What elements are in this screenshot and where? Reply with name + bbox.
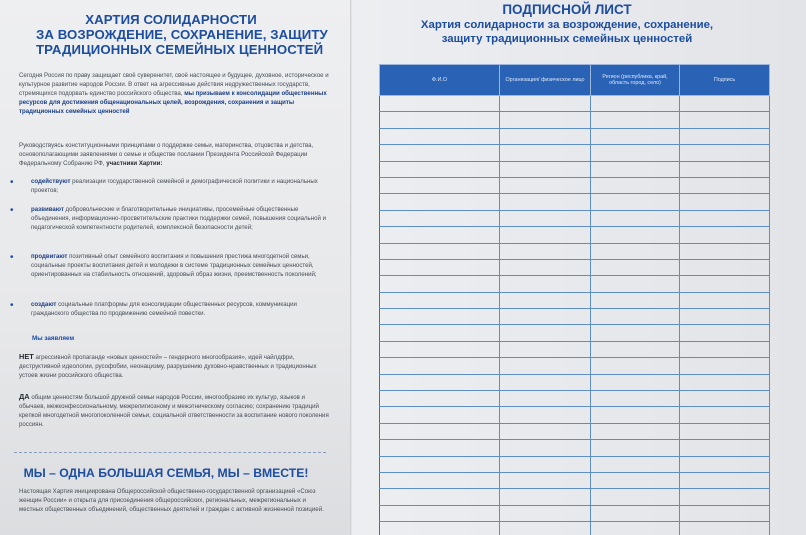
signature-cell[interactable] bbox=[680, 522, 770, 535]
table-row bbox=[380, 210, 770, 226]
name-cell[interactable] bbox=[380, 522, 500, 535]
region-cell[interactable] bbox=[591, 472, 680, 488]
signature-cell[interactable] bbox=[680, 177, 770, 193]
organization-cell[interactable] bbox=[500, 341, 591, 357]
bullet-item bbox=[31, 178, 327, 196]
name-cell[interactable] bbox=[380, 276, 500, 292]
signature-cell[interactable] bbox=[680, 194, 770, 210]
organization-cell[interactable] bbox=[500, 145, 591, 161]
table-row bbox=[380, 456, 770, 472]
signature-cell[interactable] bbox=[680, 276, 770, 292]
region-cell[interactable] bbox=[591, 391, 680, 407]
name-cell[interactable] bbox=[380, 358, 500, 374]
charter-title-line-3: ТРАДИЦИОННЫХ СЕМЕЙНЫХ ЦЕННОСТЕЙ bbox=[36, 42, 324, 57]
signature-cell[interactable] bbox=[680, 145, 770, 161]
bullet-text: позитивный опыт семейного воспитания и повышения престижа многодетной семьи, социальные проекты воспитания детей и молодежи в системе традиционных семейных ценностей, ориентированных на стабильность отношений, здоровый образ жизни, преемственность поколений; bbox=[31, 253, 317, 278]
name-cell[interactable] bbox=[380, 407, 500, 423]
table-row bbox=[380, 309, 770, 325]
yes-paragraph bbox=[19, 393, 329, 430]
region-cell[interactable] bbox=[591, 292, 680, 308]
table-row bbox=[380, 374, 770, 390]
guided-text: Руководствуясь конституционными принципами о поддержке семьи, материнства, отцовства и детства, основополагающими заявлениями о семье и обществе послании Президента Российской Федерации Федеральному Собранию РФ, bbox=[19, 142, 314, 167]
name-cell[interactable] bbox=[380, 177, 500, 193]
name-cell[interactable] bbox=[380, 456, 500, 472]
table-row bbox=[380, 522, 770, 535]
organization-cell[interactable] bbox=[500, 96, 591, 112]
name-cell[interactable] bbox=[380, 325, 500, 341]
name-cell[interactable] bbox=[380, 440, 500, 456]
region-cell[interactable] bbox=[591, 177, 680, 193]
organization-cell[interactable] bbox=[500, 128, 591, 144]
table-row bbox=[380, 292, 770, 308]
region-cell[interactable] bbox=[591, 309, 680, 325]
name-cell[interactable] bbox=[380, 309, 500, 325]
signature-cell[interactable] bbox=[680, 292, 770, 308]
region-cell[interactable] bbox=[591, 128, 680, 144]
divider bbox=[14, 452, 326, 453]
table-row bbox=[380, 227, 770, 243]
table-row bbox=[380, 259, 770, 275]
signature-cell[interactable] bbox=[680, 391, 770, 407]
declare-header: Мы заявляем bbox=[32, 335, 75, 342]
bullet-icon: • bbox=[10, 300, 14, 311]
column-header-name: Ф.И.О bbox=[380, 65, 500, 96]
region-cell[interactable] bbox=[591, 407, 680, 423]
table-row bbox=[380, 112, 770, 128]
table-row bbox=[380, 177, 770, 193]
region-cell[interactable] bbox=[591, 456, 680, 472]
name-cell[interactable] bbox=[380, 210, 500, 226]
signature-cell[interactable] bbox=[680, 325, 770, 341]
region-cell[interactable] bbox=[591, 145, 680, 161]
signature-cell[interactable] bbox=[680, 358, 770, 374]
table-row bbox=[380, 407, 770, 423]
organization-cell[interactable] bbox=[500, 161, 591, 177]
region-cell[interactable] bbox=[591, 341, 680, 357]
name-cell[interactable] bbox=[380, 374, 500, 390]
signature-sheet bbox=[352, 0, 806, 535]
name-cell[interactable] bbox=[380, 259, 500, 275]
footer-text: Настоящая Хартия инициирована Общероссийской общественно-государственной организацией «Союз женщин России» и открыта для присоединения общероссийских, региональных, межрегиональных и местных общественных объединений, общественных деятелей и граждан с активной жизненной позицией. bbox=[19, 488, 324, 513]
name-cell[interactable] bbox=[380, 243, 500, 259]
table-row bbox=[380, 341, 770, 357]
signature-cell[interactable] bbox=[680, 374, 770, 390]
organization-cell[interactable] bbox=[500, 292, 591, 308]
table-row bbox=[380, 128, 770, 144]
region-cell[interactable] bbox=[591, 489, 680, 505]
name-cell[interactable] bbox=[380, 227, 500, 243]
name-cell[interactable] bbox=[380, 96, 500, 112]
organization-cell[interactable] bbox=[500, 194, 591, 210]
intro-text: Сегодня Россия по праву защищает своё суверенитет, своё настоящее и будущее, духовное, историческое и культурное развитие народов России. В ответ на агрессивные действия недружественных государств, стремящихся подорвать единство российского общества, bbox=[19, 72, 329, 97]
bullet-icon: • bbox=[10, 252, 14, 263]
signature-cell[interactable] bbox=[680, 505, 770, 521]
region-cell[interactable] bbox=[591, 259, 680, 275]
signature-sheet-title: ПОДПИСНОЙ ЛИСТ bbox=[502, 2, 632, 17]
footer-paragraph bbox=[19, 488, 329, 515]
signature-sheet-subtitle-1: Хартия солидарности за возрождение, сохранение, bbox=[420, 19, 714, 31]
signature-cell[interactable] bbox=[680, 161, 770, 177]
organization-cell[interactable] bbox=[500, 374, 591, 390]
region-cell[interactable] bbox=[591, 505, 680, 521]
name-cell[interactable] bbox=[380, 505, 500, 521]
region-cell[interactable] bbox=[591, 243, 680, 259]
charter-title-line-2: ЗА ВОЗРОЖДЕНИЕ, СОХРАНЕНИЕ, ЗАЩИТУ bbox=[36, 27, 328, 42]
charter-page bbox=[0, 0, 352, 535]
signature-cell[interactable] bbox=[680, 407, 770, 423]
signature-cell[interactable] bbox=[680, 259, 770, 275]
bullet-key: продвигают bbox=[31, 253, 68, 260]
signature-cell[interactable] bbox=[680, 112, 770, 128]
bullet-item bbox=[31, 206, 327, 233]
name-cell[interactable] bbox=[380, 145, 500, 161]
name-cell[interactable] bbox=[380, 423, 500, 439]
charter-title bbox=[36, 12, 328, 57]
organization-cell[interactable] bbox=[500, 407, 591, 423]
bullet-text: социальные платформы для консолидации общественных ресурсов, коммуникации гражданского общества по продвижению семейной повестки. bbox=[31, 301, 297, 317]
organization-cell[interactable] bbox=[500, 391, 591, 407]
name-cell[interactable] bbox=[380, 489, 500, 505]
organization-cell[interactable] bbox=[500, 440, 591, 456]
signature-cell[interactable] bbox=[680, 210, 770, 226]
name-cell[interactable] bbox=[380, 161, 500, 177]
column-header-organization: Организация/ физическое лицо bbox=[500, 65, 591, 96]
signature-cell[interactable] bbox=[680, 423, 770, 439]
guided-paragraph bbox=[19, 142, 329, 169]
organization-cell[interactable] bbox=[500, 358, 591, 374]
bullet-text: добровольческие и благотворительные инициативы, просемейные общественные объединения, информационно-просветительские практики поддержки семей, повышения социальной и педагогической компетентности родителей, комплексной безопасности детей; bbox=[31, 206, 326, 231]
signature-cell[interactable] bbox=[680, 440, 770, 456]
yes-key: ДА bbox=[19, 392, 30, 401]
region-cell[interactable] bbox=[591, 112, 680, 128]
organization-cell[interactable] bbox=[500, 325, 591, 341]
region-cell[interactable] bbox=[591, 161, 680, 177]
table-row bbox=[380, 325, 770, 341]
organization-cell[interactable] bbox=[500, 522, 591, 535]
bullet-icon: • bbox=[10, 205, 14, 216]
intro-bold-text: мы призываем к консолидации общественных ресурсов для достижения общенациональных целей, возрождения, сохранения и защиты традиционных семейных ценностей bbox=[19, 89, 327, 115]
name-cell[interactable] bbox=[380, 341, 500, 357]
signature-cell[interactable] bbox=[680, 309, 770, 325]
name-cell[interactable] bbox=[380, 292, 500, 308]
organization-cell[interactable] bbox=[500, 456, 591, 472]
organization-cell[interactable] bbox=[500, 227, 591, 243]
region-cell[interactable] bbox=[591, 374, 680, 390]
table-row bbox=[380, 440, 770, 456]
organization-cell[interactable] bbox=[500, 505, 591, 521]
table-row bbox=[380, 489, 770, 505]
table-row bbox=[380, 243, 770, 259]
guided-bold-text: участники Хартии: bbox=[106, 159, 163, 167]
signature-table-header bbox=[380, 65, 770, 96]
no-text: агрессивной пропаганде «новых ценностей» – гендерного многообразия», идей чайлдфри, деструктивной идеологии, русофобии, неонацизму, разрушению духовно-нравственных и традиционных устоев жизни российского общества. bbox=[19, 354, 317, 379]
bullet-key: развивают bbox=[31, 206, 64, 213]
organization-cell[interactable] bbox=[500, 423, 591, 439]
signature-cell[interactable] bbox=[680, 227, 770, 243]
table-row bbox=[380, 194, 770, 210]
organization-cell[interactable] bbox=[500, 259, 591, 275]
region-cell[interactable] bbox=[591, 423, 680, 439]
organization-cell[interactable] bbox=[500, 472, 591, 488]
signature-table bbox=[379, 64, 770, 535]
table-row bbox=[380, 276, 770, 292]
signature-cell[interactable] bbox=[680, 341, 770, 357]
signature-cell[interactable] bbox=[680, 456, 770, 472]
region-cell[interactable] bbox=[591, 194, 680, 210]
table-row bbox=[380, 472, 770, 488]
intro-paragraph bbox=[19, 72, 329, 117]
signature-cell[interactable] bbox=[680, 489, 770, 505]
slogan: МЫ – ОДНА БОЛЬШАЯ СЕМЬЯ, МЫ – ВМЕСТЕ! bbox=[23, 466, 309, 480]
bullet-key: создают bbox=[31, 301, 57, 308]
signature-table-body bbox=[380, 96, 770, 535]
signature-sheet-header bbox=[402, 2, 732, 46]
column-header-signature: Подпись bbox=[680, 65, 770, 96]
region-cell[interactable] bbox=[591, 227, 680, 243]
bullet-icon: • bbox=[10, 177, 14, 188]
bullet-item bbox=[31, 253, 327, 280]
organization-cell[interactable] bbox=[500, 177, 591, 193]
organization-cell[interactable] bbox=[500, 112, 591, 128]
region-cell[interactable] bbox=[591, 276, 680, 292]
table-row bbox=[380, 96, 770, 112]
table-row bbox=[380, 358, 770, 374]
no-paragraph bbox=[19, 353, 329, 381]
name-cell[interactable] bbox=[380, 128, 500, 144]
name-cell[interactable] bbox=[380, 472, 500, 488]
table-row bbox=[380, 505, 770, 521]
name-cell[interactable] bbox=[380, 194, 500, 210]
signature-cell[interactable] bbox=[680, 472, 770, 488]
charter-title-line-1: ХАРТИЯ СОЛИДАРНОСТИ bbox=[85, 12, 257, 27]
column-header-region: Регион (республика, край, область город, село) bbox=[591, 65, 680, 96]
table-row bbox=[380, 391, 770, 407]
table-row bbox=[380, 423, 770, 439]
region-cell[interactable] bbox=[591, 325, 680, 341]
region-cell[interactable] bbox=[591, 358, 680, 374]
organization-cell[interactable] bbox=[500, 489, 591, 505]
signature-cell[interactable] bbox=[680, 128, 770, 144]
region-cell[interactable] bbox=[591, 522, 680, 535]
table-row bbox=[380, 145, 770, 161]
region-cell[interactable] bbox=[591, 210, 680, 226]
region-cell[interactable] bbox=[591, 440, 680, 456]
signature-cell[interactable] bbox=[680, 96, 770, 112]
organization-cell[interactable] bbox=[500, 243, 591, 259]
organization-cell[interactable] bbox=[500, 276, 591, 292]
signature-cell[interactable] bbox=[680, 243, 770, 259]
bullet-item bbox=[31, 301, 327, 319]
organization-cell[interactable] bbox=[500, 309, 591, 325]
name-cell[interactable] bbox=[380, 112, 500, 128]
name-cell[interactable] bbox=[380, 391, 500, 407]
bullet-key: содействуют bbox=[31, 178, 71, 185]
bullet-text: реализации государственной семейной и демографической политики и национальных проектов; bbox=[31, 178, 318, 194]
yes-text: общим ценностям большой дружной семьи народов России, многообразию их культур, языков и обычаев, межконфессиональному, межрелигиозному и межэтническому согласию; сохранению традиций крепкой многодетной многопоколенной семьи, социальной ответственности за воспитание нового поколения россиян. bbox=[19, 394, 329, 428]
organization-cell[interactable] bbox=[500, 210, 591, 226]
table-row bbox=[380, 161, 770, 177]
region-cell[interactable] bbox=[591, 96, 680, 112]
no-key: НЕТ bbox=[19, 352, 34, 361]
signature-sheet-subtitle-2: защиту традиционных семейных ценностей bbox=[441, 33, 693, 45]
